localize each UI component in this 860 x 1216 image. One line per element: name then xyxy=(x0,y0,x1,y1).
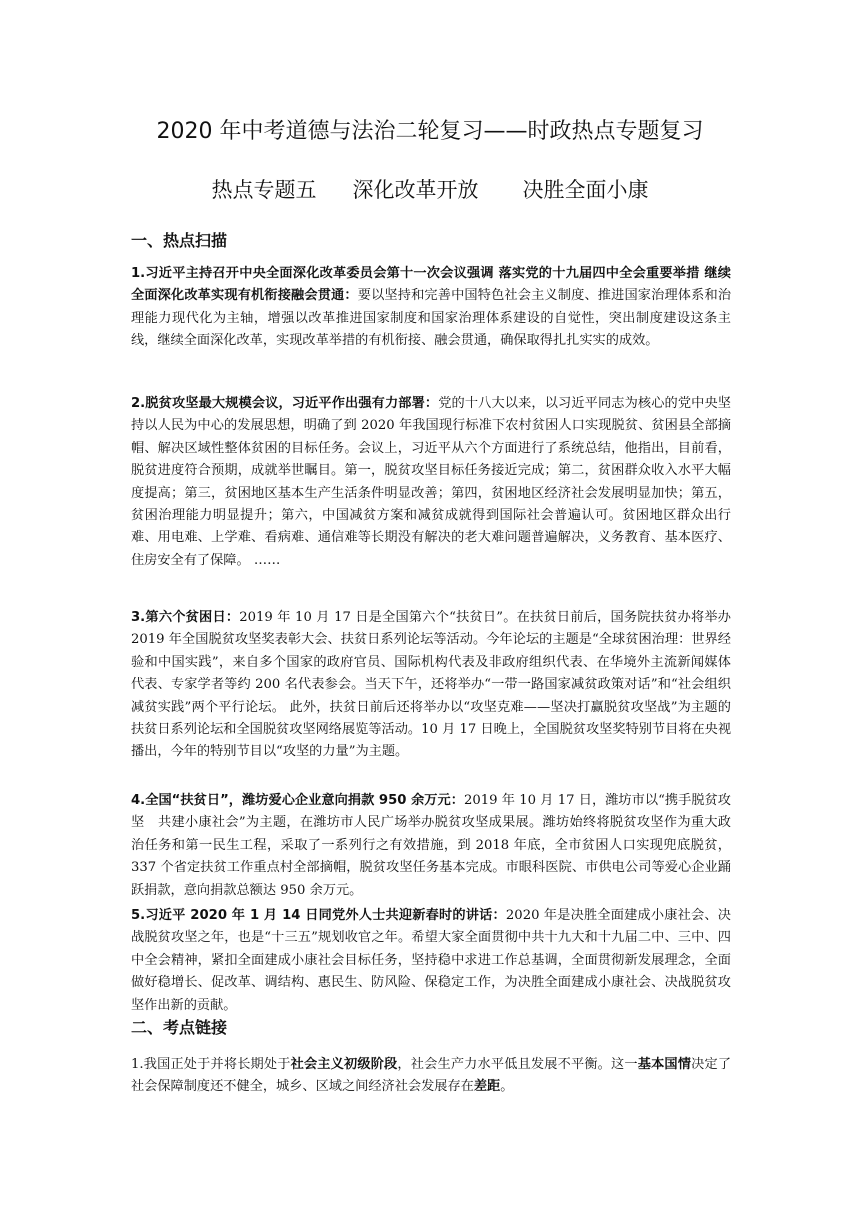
hot-item-4-text: 2019 年 10 月 17 日，潍坊市以“携手脱贫攻坚 共建小康社会”为主题，在潍坊市人民广场举办脱贫攻坚成果展。潍坊始终将脱贫攻坚作为重大政治任务和第一民生工程，采取了一系列行之有效措施，到 2018 年底，全市贫困人口实现兜底脱贫，337 个省定扶贫工作重点村全部摘帽，脱贫攻坚任务基本完成。市眼科医院、市供电公司等爱心企业踊跃捐款，意向捐款总额达 950 余万元。 xyxy=(131,793,731,898)
hot-item-5-text: 2020 年是决胜全面建成小康社会、决战脱贫攻坚之年，也是“十三五”规划收官之年。希望大家全面贯彻中共十九大和十九届二中、三中、四中全会精神，紧扣全面建成小康社会目标任务，坚持稳中求进工作总基调，全面贯彻新发展理念，全面做好稳增长、促改革、调结构、惠民生、防风险、保稳定工作，为决胜全面建成小康社会、决战脱贫攻坚作出新的贡献。 xyxy=(131,908,731,1013)
hot-item-3-text: 2019 年 10 月 17 日是全国第六个“扶贫日”。在扶贫日前后，国务院扶贫办将举办 2019 年全国脱贫攻坚奖表彰大会、扶贫日系列论坛等活动。今年论坛的主题是“全球贫困治理：世界经验和中国实践”，来自多个国家的政府官员、国际机构代表及非政府组织代表、在华境外主流新闻媒体代表、专家学者等约 200 名代表参会。当天下午，还将举办“一带一路国家减贫政策对话”和“社会组织减贫实践”两个平行论坛。 此外，扶贫日前后还将举办以“攻坚克难——坚决打赢脱贫攻坚战”为主题的扶贫日系列论坛和全国脱贫攻坚网络展览等活动。10 月 17 日晚上，全国脱贫攻坚奖特别节目将在央视播出，今年的特别节目以“攻坚的力量”为主题。 xyxy=(131,610,732,760)
hot-item-1 xyxy=(131,263,731,353)
hot-item-2-text: 党的十八大以来，以习近平同志为核心的党中央坚持以人民为中心的发展思想，明确了到 2020 年我国现行标准下农村贫困人口实现脱贫、贫困县全部摘帽、解决区域性整体贫困的目标任务。会议上，习近平从六个方面进行了系统总结，他指出，目前看，脱贫进度符合预期，成就举世瞩目。第一，脱贫攻坚目标任务接近完成；第二，贫困群众收入水平大幅度提高；第三，贫困地区基本生产生活条件明显改善；第四，贫困地区经济社会发展明显加快；第五，贫困治理能力明显提升；第六，中国减贫方案和减贫成就得到国际社会普遍认可。贫困地区群众出行难、用电难、上学难、看病难、通信难等长期没有解决的老大难问题普遍解决，义务教育、基本医疗、住房安全有了保障。 …… xyxy=(131,396,731,568)
document-title: 2020 年中考道德与法治二轮复习——时政热点专题复习 xyxy=(156,119,704,144)
hot-item-2-title: 2.脱贫攻坚最大规模会议，习近平作出强有力部署： xyxy=(131,396,439,411)
subtitle-part-3: 决胜全面小康 xyxy=(522,178,649,202)
exam-link-1-key-term-1: 社会主义初级阶段 xyxy=(290,1057,398,1072)
exam-link-1-text-c: ，社会生产力水平低且发展不平衡。这一 xyxy=(397,1057,638,1072)
topic-subtitle xyxy=(0,174,860,204)
hot-item-1-text: 要以坚持和完善中国特色社会主义制度、推进国家治理体系和治理能力现代化为主轴，增强以改革推进国家制度和国家治理体系建设的自觉性，突出制度建设这条主线，继续全面深化改革，实现改革举措的有机衔接、融会贯通，确保取得扎扎实实的成效。 xyxy=(131,288,732,349)
hot-item-4 xyxy=(131,790,731,902)
section-heading-hot-scan: 一、热点扫描 xyxy=(131,231,228,250)
exam-link-1 xyxy=(131,1054,731,1099)
hot-item-1-title: 1.习近平主持召开中央全面深化改革委员会第十一次会议强调 落实党的十九届四中全会重要举措 继续全面深化改革实现有机衔接融会贯通： xyxy=(131,266,731,304)
hot-item-4-title: 4.全国“扶贫日”，潍坊爱心企业意向捐款 950 余万元： xyxy=(131,793,464,808)
hot-item-3-title: 3.第六个贫困日： xyxy=(131,610,240,625)
subtitle-part-1: 热点专题五 xyxy=(211,178,317,202)
exam-link-1-key-term-2: 基本国情 xyxy=(637,1057,692,1072)
exam-link-1-text-e: 。 xyxy=(500,1079,514,1095)
exam-link-1-text-d: 决定了社会保障制度还不健全，城乡、区域之间经济社会发展存在 xyxy=(131,1057,732,1095)
section-heading-exam-links: 二、考点链接 xyxy=(131,1018,228,1037)
hot-item-5 xyxy=(131,905,731,1017)
hot-item-3 xyxy=(131,607,731,764)
exam-link-1-key-term-3: 差距 xyxy=(473,1079,501,1095)
hot-item-5-title: 5.习近平 2020 年 1 月 14 日同党外人士共迎新春时的讲话： xyxy=(131,908,506,923)
subtitle-part-2: 深化改革开放 xyxy=(352,178,479,202)
exam-link-1-text-a: 1.我国正处于并将长期处于 xyxy=(131,1057,291,1072)
hot-item-2 xyxy=(131,393,731,572)
